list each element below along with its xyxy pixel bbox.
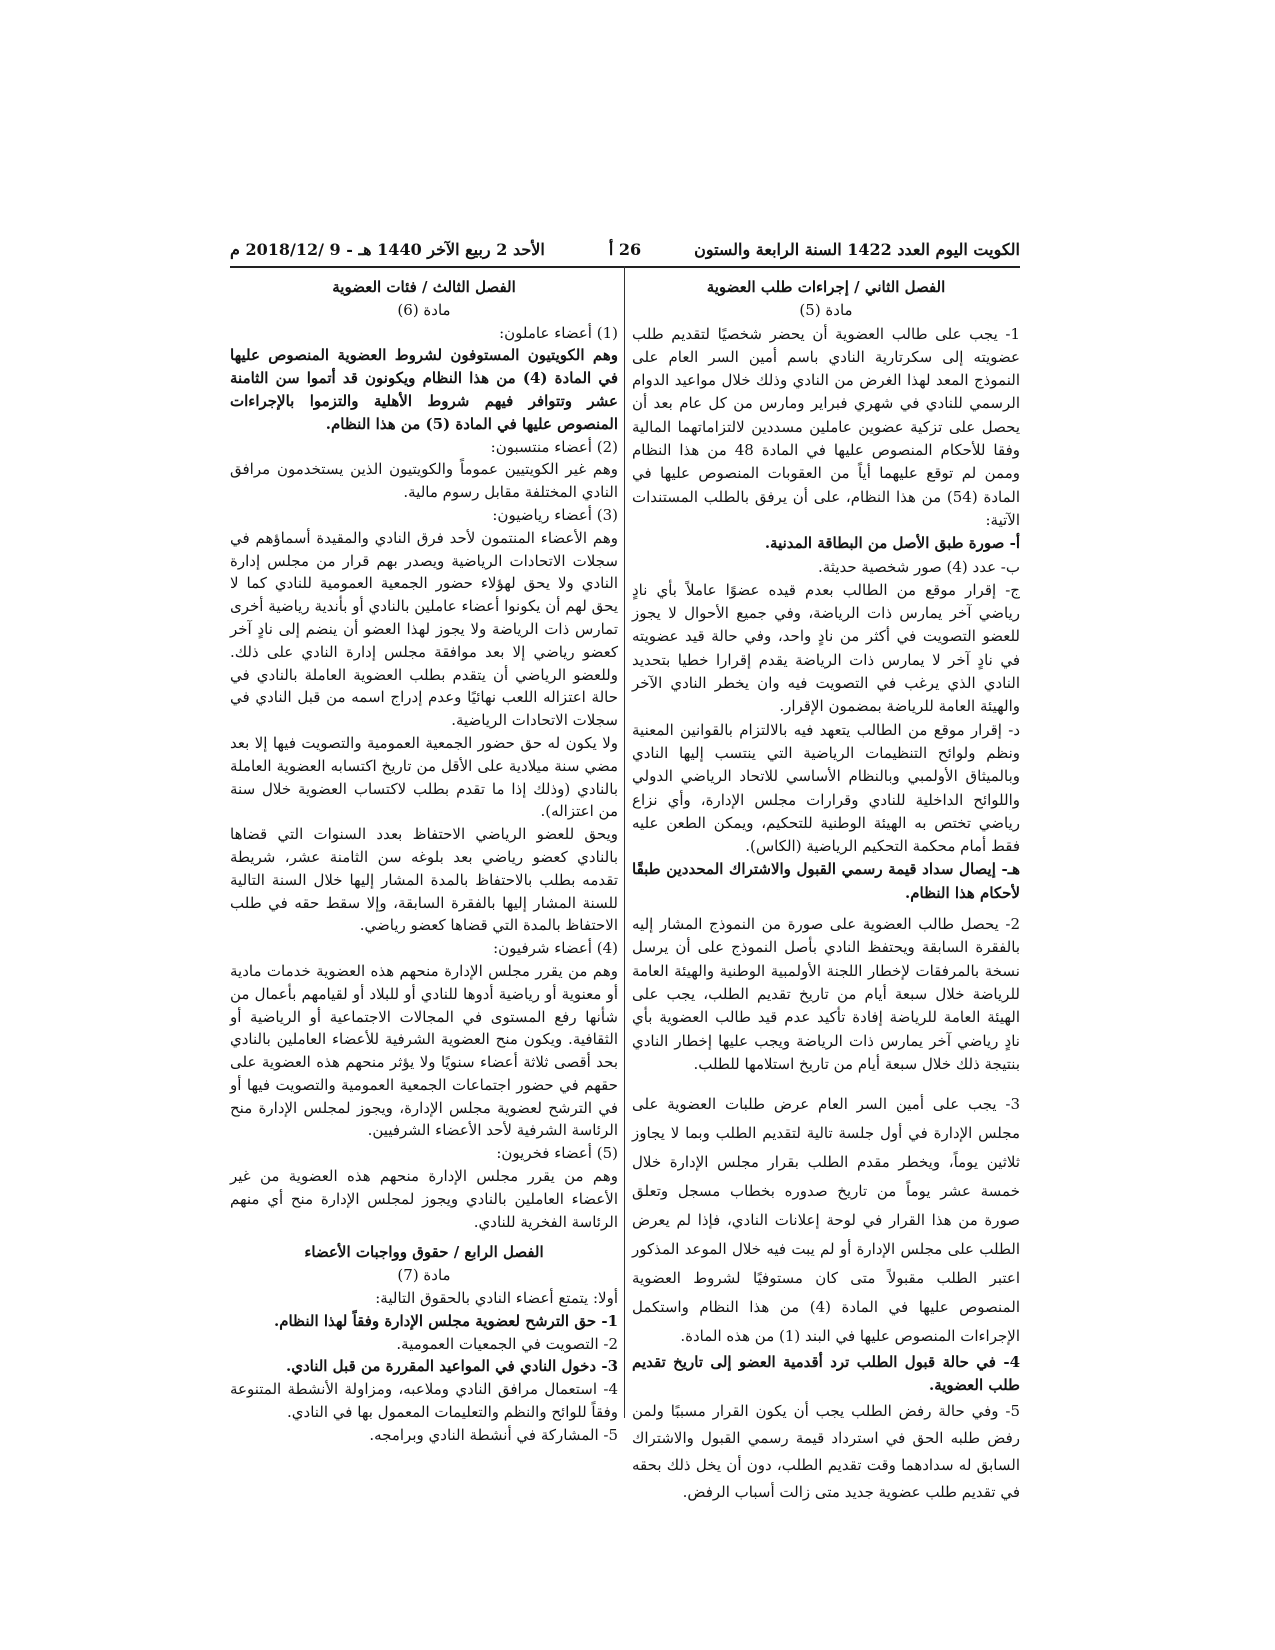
category-heading: (2) أعضاء منتسبون: <box>490 437 618 456</box>
list-item: أ- صورة طبق الأصل من البطاقة المدنية. <box>764 534 1020 553</box>
list-item: د- إقرار موقع من الطالب يتعهد فيه بالالتزام بالقوانين المعنية ونظم ولوائح التنظيمات الرياضية التي ينتسب إليها النادي وبالميثاق الأولمبي وبالنظام الأساسي للاتحاد الرياضي الدولي واللوائح الداخلية للنادي وقرارات مجلس الإدارة، وأي نزاع رياضي تختص به الهيئة الوطنية للتحكيم، ويمكن الطعن عليه فقط أمام محكمة التحكيم الرياضية (الكاس). <box>632 720 1020 856</box>
chapter-title: الفصل الثاني / إجراءات طلب العضوية <box>706 278 946 296</box>
list-item: 1- حق الترشح لعضوية مجلس الإدارة وفقاً لهذا النظام. <box>273 1311 618 1330</box>
category-heading: (3) أعضاء رياضيون: <box>492 505 618 524</box>
chapter-title: الفصل الرابع / حقوق وواجبات الأعضاء <box>304 1243 544 1262</box>
column-divider <box>624 266 625 1418</box>
list-item: 2- التصويت في الجمعيات العمومية. <box>396 1334 618 1353</box>
paragraph: 4- في حالة قبول الطلب ترد أقدمية العضو إلى تاريخ تقديم طلب العضوية. <box>632 1353 1020 1395</box>
paragraph: ولا يكون له حق حضور الجمعية العمومية والتصويت فيها إلا بعد مضي سنة ميلادية على الأقل من تاريخ اكتسابه العضوية العاملة بالنادي (وذلك إذا ما تقدم بطلب لاكتساب العضوية خلال سنة من اعتزاله). <box>230 733 618 821</box>
article-heading: مادة (6) <box>397 300 451 319</box>
chapter-title: الفصل الثالث / فئات العضوية <box>332 278 516 296</box>
paragraph: وهم من يقرر مجلس الإدارة منحهم هذه العضوية من غير الأعضاء العاملين بالنادي ويجوز لمجلس الإدارة منح أي منهم الرئاسة الفخرية للنادي. <box>230 1167 618 1231</box>
category-heading: (5) أعضاء فخريون: <box>496 1144 618 1163</box>
list-item: ب- عدد (4) صور شخصية حديثة. <box>817 557 1020 576</box>
paragraph: وهم غير الكويتيين عموماً والكويتيون الذين يستخدمون مرافق النادي المختلفة مقابل رسوم مالية. <box>230 460 618 502</box>
list-item: 4- استعمال مرافق النادي وملاعبه، ومزاولة الأنشطة المتنوعة وفقاً للوائح والنظم والتعليمات المعمول بها في النادي. <box>230 1380 618 1422</box>
paragraph: وهم من يقرر مجلس الإدارة منحهم هذه العضوية خدمات مادية أو معنوية أو رياضية أدوها للنادي أو للبلاد أو لقيامهم بأعمال من شأنها رفع المستوى في المجالات الاجتماعية أو الرياضية أو الثقافية. ويكون منح العضوية الشرفية للأعضاء العاملين بالنادي بحد أقصى ثلاثة أعضاء سنويًا ولا يؤثر منحهم هذه العضوية على حقهم في حضور اجتماعات الجمعية العمومية والتصويت فيها أو في الترشح لعضوية مجلس الإدارة، ويجوز لمجلس الإدارة منح الرئاسة الشرفية لأحد الأعضاء الشرفيين. <box>230 961 618 1140</box>
list-item: ج- إقرار موقع من الطالب بعدم قيده عضوًا عاملاً بأي نادٍ رياضي آخر يمارس ذات الرياضة، وفي جميع الأحوال لا يجوز للعضو التصويت في أكثر من نادٍ واحد، وفي حالة قيد عضويته في نادٍ آخر لا يمارس ذات الرياضة يقدم إقرارا خطيا بتحديد النادي الذي يرغب في التصويت فيه وان يخطر النادي الآخر والهيئة العامة للرياضة بمضمون الإقرار. <box>632 580 1020 716</box>
article-heading: مادة (5) <box>799 301 853 320</box>
paragraph: 1- يجب على طالب العضوية أن يحضر شخصيًا لتقديم طلب عضويته إلى سكرتارية النادي باسم أمين السر العام على النموذج المعد لهذا الغرض من النادي وذلك خلال مواعيد الدوام الرسمي للنادي في شهري فبراير ومارس من كل عام بعد أن يحصل على تزكية عضوين عاملين مسددين لالتزاماتهما المالية وفقا للأحكام المنصوص عليها في المادة 48 من هذا النظام وممن لم توقع عليهما أياً من العقوبات المنصوص عليها في المادة (54) من هذا النظام، على أن يرفق بالطلب المستندات الآتية: <box>632 324 1020 529</box>
category-heading: (4) أعضاء شرفيون: <box>493 939 618 958</box>
list-item: هـ- إيصال سداد قيمة رسمي القبول والاشتراك المحددين طبقًا لأحكام هذا النظام. <box>632 860 1020 902</box>
paragraph: وهم الأعضاء المنتمون لأحد فرق النادي والمقيدة أسماؤهم في سجلات الاتحادات الرياضية ويصدر بهم قرار من مجلس إدارة النادي ولا يحق لهؤلاء حضور الجمعية العمومية للنادي كما لا يحق لهم أن يكونوا أعضاء عاملين بالنادي أو بأندية رياضية أخرى تمارس ذات الرياضة ولا يجوز لهذا العضو أن ينضم إلى نادٍ آخر كعضو رياضي إلا بعد موافقة مجلس إدارة النادي على ذلك. وللعضو الرياضي أن يتقدم بطلب العضوية العاملة بالنادي في حالة اعتزاله اللعب نهائيًا وعدم إدراج اسمه من قبل النادي في سجلات الاتحادات الرياضية. <box>230 528 618 730</box>
paragraph: 2- يحصل طالب العضوية على صورة من النموذج المشار إليه بالفقرة السابقة ويحتفظ النادي بأصل النموذج على أن يرسل نسخة بالمرفقات لإخطار اللجنة الأولمبية الوطنية والهيئة العامة للرياضة خلال سبعة أيام من تاريخ تقديم الطلب، يجب على الهيئة العامة للرياضة إفادة تأكيد عدم قيد طالب العضوية بأي نادٍ رياضي آخر يمارس ذات الرياضة ويجب عليها إخطار النادي بنتيجة ذلك خلال سبعة أيام من تاريخ استلامها للطلب. <box>632 915 1020 1073</box>
category-heading: (1) أعضاء عاملون: <box>499 323 618 342</box>
page-header <box>230 236 1020 268</box>
paragraph: 5- وفي حالة رفض الطلب يجب أن يكون القرار مسببًا ولمن رفض طلبه الحق في استرداد قيمة رسمي القبول والاشتراك السابق له سدادهما وقت تقديم الطلب، دون أن يخل ذلك بحقه في تقديم طلب عضوية جديد متى زالت أسباب الرفض. <box>632 1401 1020 1501</box>
list-item: 3- دخول النادي في المواعيد المقررة من قبل النادي. <box>285 1357 618 1376</box>
right-column <box>632 276 1020 1506</box>
list-item: 5- المشاركة في أنشطة النادي وبرامجه. <box>369 1425 618 1444</box>
header-date: الأحد 2 ربيع الآخر 1440 هـ - 9 /2018/12 م <box>230 240 545 259</box>
left-column <box>230 276 618 1447</box>
header-page-number: 26 أ <box>608 240 642 259</box>
paragraph: 3- يجب على أمين السر العام عرض طلبات العضوية على مجلس الإدارة في أول جلسة تالية لتقديم الطلب وبما لا يجاوز ثلاثين يوماً، ويخطر مقدم الطلب بقرار مجلس الإدارة خلال خمسة عشر يوماً من تاريخ صدوره بخطاب مسجل وتعلق صورة من هذا القرار في لوحة إعلانات النادي، فإذا لم يعرض الطلب على مجلس الإدارة أو لم يبت فيه خلال الموعد المذكور اعتبر الطلب مقبولاً متى كان مستوفيًا لشروط العضوية المنصوص عليها في المادة (4) من هذا النظام واستكمل الإجراءات المنصوص عليها في البند (1) من هذه المادة. <box>632 1095 1020 1346</box>
article-heading: مادة (7) <box>397 1266 451 1285</box>
header-issue-info: الكويت اليوم العدد 1422 السنة الرابعة والستون <box>694 240 1020 259</box>
paragraph: أولا: يتمتع أعضاء النادي بالحقوق التالية: <box>375 1289 618 1308</box>
paragraph: ويحق للعضو الرياضي الاحتفاظ بعدد السنوات التي قضاها بالنادي كعضو رياضي بعد بلوغه سن الثامنة عشر، شريطة تقدمه بطلب بالاحتفاظ بالمدة المشار إليها خلال السنة التالية للسنة المشار إليها بالفقرة السابقة، وإلا سقط حقه في طلب الاحتفاظ بالمدة التي قضاها كعضو رياضي. <box>230 825 618 935</box>
paragraph: وهم الكويتيون المستوفون لشروط العضوية المنصوص عليها في المادة (4) من هذا النظام ويكونون قد أتموا سن الثامنة عشر وتتوافر فيهم شروط الأهلية والتزموا بالإجراءات المنصوص عليها في المادة (5) من هذا النظام. <box>230 346 619 433</box>
